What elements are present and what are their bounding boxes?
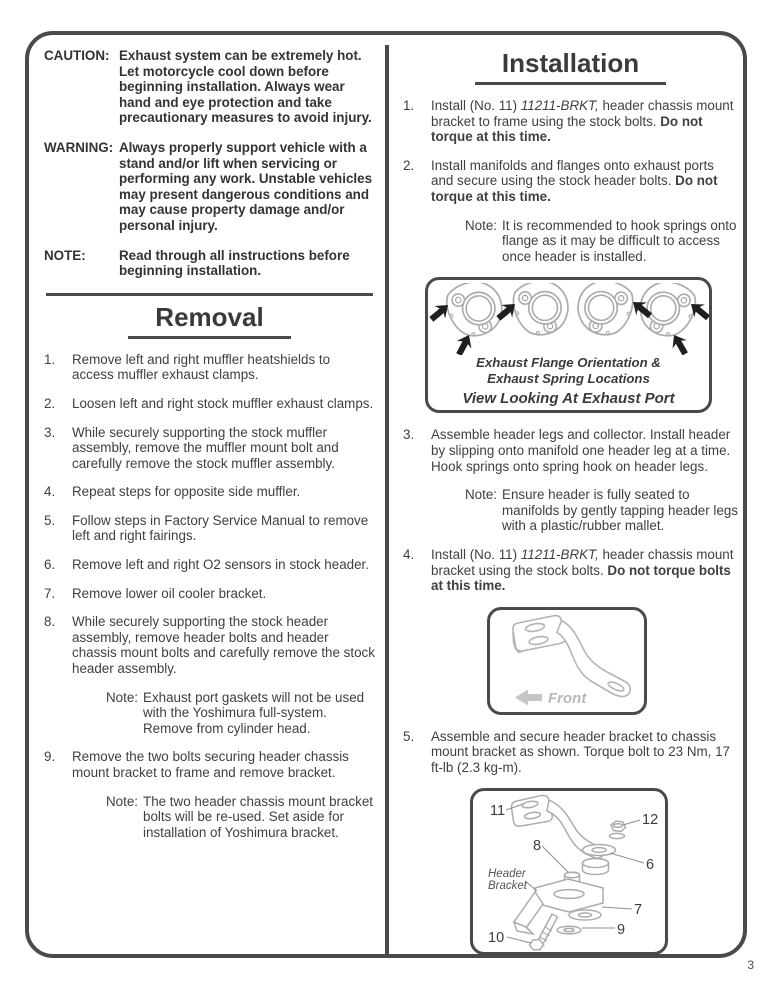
part-label-11: 11 — [490, 803, 506, 820]
step-number: 6. — [44, 557, 56, 573]
step-number: 2. — [44, 395, 56, 411]
step-number: 4. — [403, 546, 415, 562]
removal-step-6 — [44, 557, 375, 573]
flange-caption-line2: Exhaust Spring Locations — [487, 371, 650, 387]
step-number: 5. — [44, 512, 56, 528]
notice-label: WARNING: — [44, 139, 114, 155]
step-text: Assemble header legs and collector. Install header by slipping onto manifold one header leg at a time. Hook springs onto spring hook on header legs. — [431, 427, 731, 474]
right-column — [403, 44, 738, 955]
installation-step-5 — [403, 729, 738, 776]
flange-caption-line3: View Looking At Exhaust Port — [462, 390, 675, 408]
removal-step-3 — [44, 425, 375, 472]
removal-step-8-note — [106, 690, 375, 737]
flange-caption-line1: Exhaust Flange Orientation & — [476, 355, 661, 371]
flange-illustration — [428, 283, 709, 355]
step-text: Remove left and right O2 sensors in stock header. — [72, 557, 369, 573]
page-number: 3 — [747, 958, 754, 972]
front-label: Front — [548, 689, 587, 707]
notice-text: Exhaust system can be extremely hot. Let motorcycle cool down before beginning installation. Always wear hand and eye protection and take precautionary measures to avoid injury. — [119, 48, 372, 126]
step-text: Install manifolds and flanges onto exhaust ports and secure using the stock header bolts. Do not torque at this time. — [431, 157, 718, 204]
notice-label: CAUTION: — [44, 48, 110, 63]
front-arrow-icon — [515, 689, 542, 705]
installation-step-3-note — [465, 487, 738, 534]
safety-notices — [44, 48, 375, 279]
svg-text:Bracket: Bracket — [488, 880, 527, 893]
notice-warning — [44, 140, 375, 234]
removal-step-1 — [44, 352, 375, 383]
step-text: While securely supporting the stock muffler assembly, remove the muffler mount bolt and carefully remove the stock muffler assembly. — [72, 424, 339, 471]
exhaust-flange-icon — [445, 283, 505, 338]
removal-step-9 — [44, 749, 375, 780]
step-number: 2. — [403, 157, 415, 173]
notice-note — [44, 248, 375, 279]
removal-step-5 — [44, 513, 375, 544]
flange-diagram — [425, 277, 712, 413]
notices-separator — [46, 293, 373, 296]
note-text: The two header chassis mount bracket bolts will be re-used. Set aside for installation of Yoshimura bracket. — [143, 793, 374, 840]
step-text: Remove lower oil cooler bracket. — [72, 585, 267, 601]
step-text: Remove left and right muffler heatshields to access muffler exhaust clamps. — [72, 351, 331, 383]
step-text: Remove the two bolts securing header chassis mount bracket to frame and remove bracket. — [72, 749, 349, 780]
left-column — [44, 48, 375, 853]
removal-title: Removal — [128, 302, 290, 339]
installation-heading — [403, 48, 738, 85]
bracket-illustration — [490, 610, 644, 712]
installation-title: Installation — [475, 48, 666, 85]
step-text: Install (No. 11) 11211-BRKT, header chassis mount bracket to frame using the stock bolts. Do not torque at this time. — [431, 98, 734, 145]
removal-step-9-note — [106, 794, 375, 841]
step-number: 3. — [44, 424, 56, 440]
step-number: 1. — [44, 351, 56, 367]
removal-heading — [44, 302, 375, 339]
exploded-illustration — [473, 791, 665, 952]
installation-step-3 — [403, 427, 738, 474]
note-label: Note: — [465, 487, 498, 503]
column-divider — [385, 45, 389, 956]
step-number: 5. — [403, 728, 415, 744]
note-text: Ensure header is fully seated to manifolds by gently tapping header legs with a plastic/rubber mallet. — [502, 487, 738, 534]
exhaust-flange-icon — [513, 283, 569, 336]
svg-text:Header: Header — [488, 868, 526, 881]
notice-label: NOTE: — [44, 247, 86, 263]
installation-step-1 — [403, 98, 738, 145]
exploded-assembly-diagram — [470, 788, 668, 955]
removal-step-7 — [44, 586, 375, 602]
step-number: 7. — [44, 585, 56, 601]
installation-step-2-note — [465, 218, 738, 265]
removal-step-8 — [44, 614, 375, 676]
removal-step-2 — [44, 396, 375, 412]
part-label-7: 7 — [634, 902, 643, 919]
step-text: Repeat steps for opposite side muffler. — [72, 484, 301, 500]
exploded-line-art — [511, 796, 625, 951]
note-text: Exhaust port gaskets will not be used with the Yoshimura full-system. Remove from cylinder head. — [143, 689, 365, 736]
step-number: 1. — [403, 98, 415, 113]
installation-step-2 — [403, 158, 738, 205]
notice-text: Always properly support vehicle with a stand and/or lift when servicing or performing any work. Unstable vehicles may present dangerous conditions and may cause property damage and/or personal injury. — [119, 139, 373, 233]
part-label-8: 8 — [533, 838, 542, 855]
notice-caution — [44, 48, 375, 126]
step-text: Install (No. 11) 11211-BRKT, header chassis mount bracket using the stock bolts. Do not torque bolts at this time. — [431, 546, 734, 594]
note-label: Note: — [465, 217, 498, 233]
bracket-diagram — [487, 607, 647, 715]
step-number: 9. — [44, 749, 56, 765]
installation-step-4 — [403, 547, 738, 594]
removal-step-4 — [44, 484, 375, 500]
step-number: 3. — [403, 427, 415, 443]
note-label: Note: — [106, 793, 139, 809]
step-text: Loosen left and right stock muffler exhaust clamps. — [72, 395, 374, 411]
part-label-9: 9 — [617, 922, 626, 939]
step-number: 8. — [44, 614, 56, 630]
bracket-line-art — [513, 615, 630, 696]
exhaust-flange-icon — [577, 283, 634, 336]
note-label: Note: — [106, 689, 139, 705]
step-text: While securely supporting the stock header assembly, remove header bolts and header chassis mount bolts and carefully remove the stock header assembly. — [72, 614, 375, 677]
notice-text: Read through all instructions before beginning installation. — [119, 247, 350, 279]
part-label-12: 12 — [642, 812, 659, 829]
step-text: Assemble and secure header bracket to chassis mount bracket as shown. Torque bolt to 23 Nm, 17 ft-lb (2.3 kg-m). — [431, 728, 730, 775]
note-text: It is recommended to hook springs onto flange as it may be difficult to access once header is installed. — [502, 217, 737, 264]
part-label-10: 10 — [488, 930, 505, 947]
step-number: 4. — [44, 484, 56, 500]
header-bracket-label — [488, 868, 528, 892]
step-text: Follow steps in Factory Service Manual to remove left and right fairings. — [72, 512, 369, 544]
part-label-6: 6 — [646, 857, 655, 874]
